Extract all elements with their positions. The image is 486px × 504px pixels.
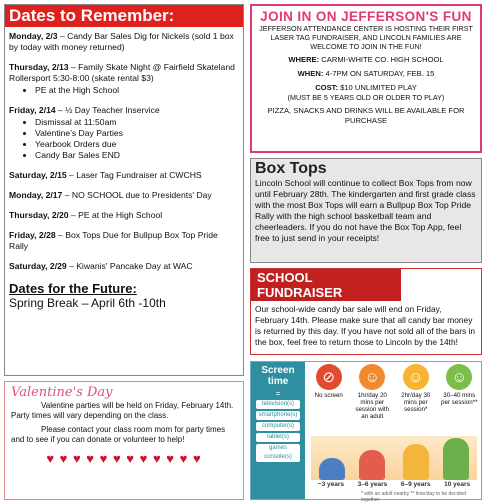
valentine-paragraph-1: Valentine parties will be held on Friday, February 14th. Party times will vary depending on the class.	[11, 401, 234, 420]
age-columns	[307, 364, 481, 434]
screen-face-icon: ☺	[446, 364, 472, 390]
food-note: PIZZA, SNACKS AND DRINKS WILL BE AVAILABLE FOR PURCHASE	[267, 106, 465, 125]
device-item: smartphone(s)	[256, 411, 300, 420]
event-text: – NO SCHOOL due to Presidents' Day	[62, 190, 212, 200]
child-figure-2	[359, 450, 385, 480]
event-text: – Family Skate Night @ Fairfield Skateland Rollersport 5:30-8:00 (skate rental $3)	[9, 62, 235, 83]
age-column	[309, 364, 349, 434]
event-item	[9, 62, 239, 96]
children-illustration	[311, 436, 477, 480]
age-label: 3–6 years	[357, 481, 388, 488]
when-label: WHEN:	[297, 69, 324, 78]
event-date: Thursday, 2/13	[9, 62, 69, 72]
where-label: WHERE:	[288, 55, 320, 64]
fundraiser-title: SCHOOL FUNDRAISER	[251, 269, 401, 301]
device-item: television(s)	[256, 400, 300, 409]
cost-value: $10 UNLIMITED PLAY	[340, 83, 417, 92]
cost-label: COST:	[315, 83, 338, 92]
cost-note: (MUST BE 5 YEARS OLD OR OLDER TO PLAY)	[287, 93, 445, 102]
device-item: tablet(s)	[256, 433, 300, 442]
age-label: 6–9 years	[400, 481, 431, 488]
where-line	[257, 55, 475, 65]
device-item: computer(s)	[256, 422, 300, 431]
screen-face-icon: ☺	[359, 364, 385, 390]
equals-sign: =	[275, 389, 281, 398]
box-tops-title: Box Tops	[255, 160, 327, 177]
column-label: No screen	[314, 392, 343, 399]
column-label: 30–40 mins per session**	[441, 392, 478, 406]
event-bullet: • Valentine's Day Parties	[35, 128, 239, 139]
when-value: 4-7PM ON SATURDAY, FEB. 15	[325, 69, 435, 78]
dates-to-remember-panel	[4, 4, 244, 376]
screen-face-icon: ☺	[403, 364, 429, 390]
event-item	[9, 105, 239, 161]
event-text: – Kiwanis' Pancake Day at WAC	[66, 261, 193, 271]
where-value: CARMI-WHITE CO. HIGH SCHOOL	[321, 55, 444, 64]
dates-title: Dates to Remember:	[5, 5, 243, 27]
event-date: Saturday, 2/15	[9, 170, 67, 180]
cost-line	[257, 83, 475, 93]
age-labels	[311, 481, 477, 488]
box-tops-text: Lincoln School will continue to collect Box Tops from now until February 28th. The kindergarten and first grade class with the most Box Tops will earn a Bullpup Box Top Pride Rally with the high school basketball team and cheerleaders. If you do not have the Box Top App, feel free to just send in your receipts!	[255, 178, 476, 243]
event-date: Monday, 2/3	[9, 31, 58, 41]
screen-time-footnote: * with an adult nearby ** time/day to be decided together	[361, 491, 467, 503]
future-title: Dates for the Future:	[9, 281, 137, 296]
age-column	[396, 364, 436, 434]
fundraiser-text: Our school-wide candy bar sale will end on Friday, February 14th. Please make sure that all candy bar money is returned by this day. If you have not sold all of the bars in the box, feel free to return those to Lincoln by the 14th!	[255, 304, 476, 347]
screen-time-sidebar	[251, 362, 305, 499]
valentine-title: Valentine's Day	[11, 385, 113, 400]
screen-time-infographic	[250, 361, 482, 503]
child-figure-4	[443, 438, 469, 480]
hearts-decoration: ♥ ♥ ♥ ♥ ♥ ♥ ♥ ♥ ♥ ♥ ♥ ♥	[46, 451, 202, 466]
event-item	[9, 190, 239, 201]
event-date: Friday, 2/14	[9, 105, 56, 115]
no-screen-icon: ⊘	[316, 364, 342, 390]
event-text: – ½ Day Teacher Inservice	[55, 105, 160, 115]
age-column	[352, 364, 392, 434]
event-item	[9, 31, 239, 53]
jefferson-title: JOIN IN ON JEFFERSON'S FUN	[260, 9, 472, 24]
events-list	[9, 31, 239, 272]
when-line	[257, 69, 475, 79]
event-date: Thursday, 2/20	[9, 210, 69, 220]
event-bullets	[35, 117, 239, 161]
event-bullets	[35, 85, 239, 96]
child-figure-1	[319, 458, 345, 480]
child-figure-3	[403, 444, 429, 480]
event-bullet: • Candy Bar Sales END	[35, 150, 239, 161]
valentine-paragraph-2: Please contact your class room mom for party times and to see if you can donate or volunteer to help!	[11, 425, 226, 444]
column-label: 2hr/day 30 mins per session*	[401, 392, 431, 413]
event-text: – Laser Tag Fundraiser at CWCHS	[66, 170, 202, 180]
box-tops-panel	[250, 158, 482, 263]
event-date: Monday, 2/17	[9, 190, 63, 200]
event-text: – Box Tops Due for Bullpup Box Top Pride Rally	[9, 230, 218, 251]
age-label: 10 years	[444, 481, 471, 488]
event-text: – PE at the High School	[68, 210, 163, 220]
future-text: Spring Break – April 6th -10th	[9, 296, 166, 310]
event-bullet: • Yearbook Orders due	[35, 139, 239, 150]
event-bullet: • PE at the High School	[35, 85, 239, 96]
school-fundraiser-panel	[250, 268, 482, 355]
jefferson-fun-panel	[250, 4, 482, 153]
event-date: Saturday, 2/29	[9, 261, 67, 271]
event-item	[9, 210, 239, 221]
event-date: Friday, 2/28	[9, 230, 56, 240]
age-column	[439, 364, 479, 434]
event-item	[9, 261, 239, 272]
event-bullet: • Dismissal at 11:50am	[35, 117, 239, 128]
event-item	[9, 170, 239, 181]
event-text: – Candy Bar Sales Dig for Nickels (sold 1 box by today with money returned)	[9, 31, 234, 52]
event-item	[9, 230, 239, 252]
column-label: 1hr/day 20 mins per session with an adult	[355, 392, 390, 420]
age-label: ~3 years	[317, 481, 345, 488]
screen-time-title: Screen time	[261, 365, 295, 387]
jefferson-subtitle: JEFFERSON ATTENDANCE CENTER IS HOSTING THEIR FIRST LASER TAG FUNDRAISER, AND LINCOLN FAMILIES ARE WELCOME TO JOIN IN THE FUN!	[259, 24, 473, 51]
valentine-panel	[4, 381, 244, 500]
device-item: games console(s)	[256, 444, 300, 462]
device-list	[251, 400, 305, 462]
